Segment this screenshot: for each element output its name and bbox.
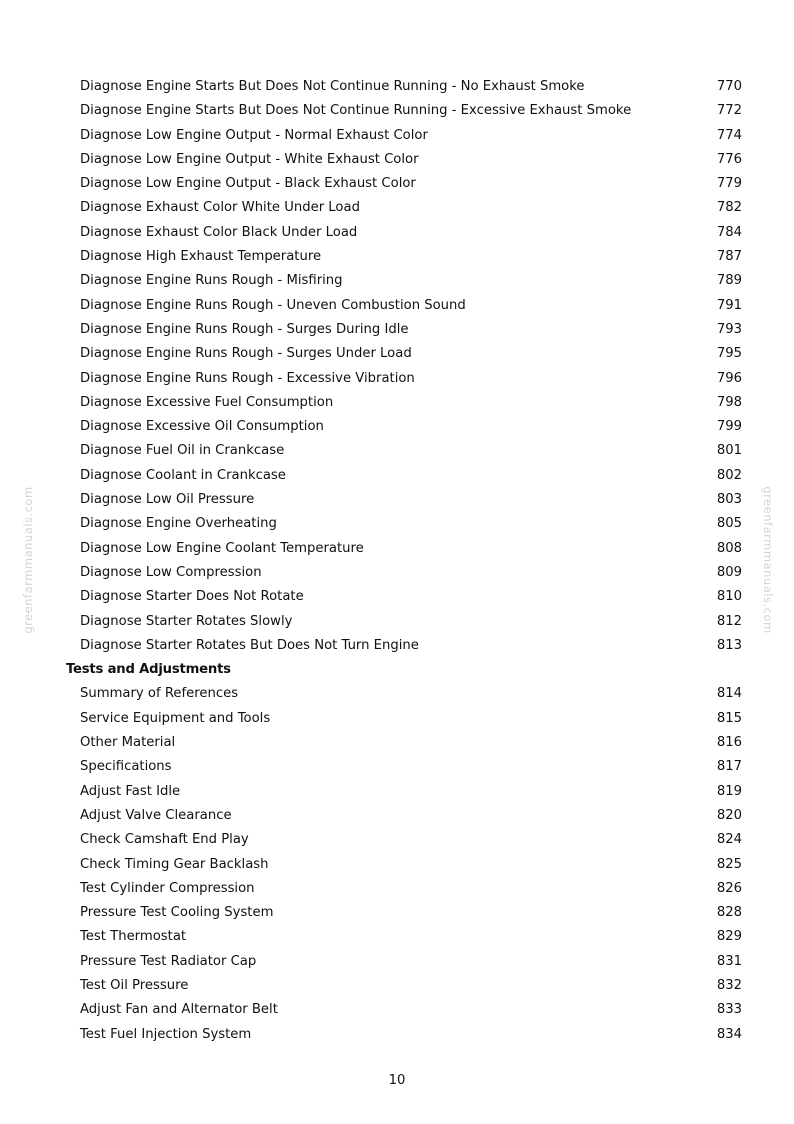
toc-entry-page-number: 795 — [716, 346, 742, 362]
toc-entry-title: Diagnose Coolant in Crankcase — [80, 467, 286, 483]
toc-entry[interactable] — [0, 124, 794, 148]
toc-entry-title: Diagnose Engine Runs Rough - Excessive Vibration — [80, 370, 415, 386]
toc-entry[interactable] — [0, 488, 794, 512]
toc-entry[interactable] — [0, 245, 794, 269]
toc-entry-title: Specifications — [80, 759, 172, 775]
toc-entry-title: Diagnose Fuel Oil in Crankcase — [80, 443, 285, 459]
toc-entry[interactable] — [0, 804, 794, 828]
toc-entry[interactable] — [0, 634, 794, 658]
toc-entry[interactable] — [0, 367, 794, 391]
toc-entry[interactable] — [0, 731, 794, 755]
toc-entry-page-number: 801 — [716, 443, 742, 459]
toc-entry-page-number: 828 — [716, 905, 742, 921]
toc-entry-page-number: 824 — [716, 832, 742, 848]
toc-entry-page-number: 770 — [716, 79, 742, 94]
toc-entry-title: Diagnose Starter Does Not Rotate — [80, 589, 304, 605]
toc-entry-title: Adjust Fast Idle — [80, 783, 181, 799]
toc-entry-title: Test Thermostat — [80, 929, 187, 945]
toc-entry-page-number: 826 — [716, 880, 742, 896]
toc-entry[interactable] — [0, 950, 794, 974]
watermark-right: greenfarmmanuals.com — [761, 486, 775, 634]
toc-entry-title: Diagnose Engine Runs Rough - Uneven Combustion Sound — [80, 297, 466, 313]
toc-entry-page-number: 789 — [716, 273, 742, 289]
toc-entry[interactable] — [0, 1023, 794, 1047]
toc-entry[interactable] — [0, 415, 794, 439]
toc-entry[interactable] — [0, 901, 794, 925]
toc-entry[interactable] — [0, 342, 794, 366]
toc-entry-title: Service Equipment and Tools — [80, 710, 271, 726]
toc-entry-page-number: 805 — [716, 516, 742, 532]
toc-heading-title: Tests and Adjustments — [66, 662, 231, 678]
toc-entry-page-number: 798 — [716, 394, 742, 410]
toc-entry-page-number: 832 — [716, 977, 742, 993]
toc-entry[interactable] — [0, 780, 794, 804]
toc-entry[interactable] — [0, 998, 794, 1022]
toc-entry[interactable] — [0, 221, 794, 245]
toc-entry[interactable] — [0, 585, 794, 609]
toc-entry-page-number: 833 — [716, 1002, 742, 1018]
toc-entry-title: Diagnose Exhaust Color Black Under Load — [80, 224, 358, 240]
toc-entry-title: Diagnose Excessive Oil Consumption — [80, 419, 324, 435]
toc-section-heading — [0, 658, 794, 682]
page-number: 10 — [388, 1073, 406, 1088]
toc-entry[interactable] — [0, 512, 794, 536]
toc-entry-page-number: 810 — [716, 589, 742, 605]
toc-entry[interactable] — [0, 682, 794, 706]
toc-entry-page-number: 819 — [716, 783, 742, 799]
toc-entry-page-number: 782 — [716, 200, 742, 216]
toc-entry-page-number: 813 — [716, 637, 742, 653]
toc-entry-title: Check Timing Gear Backlash — [80, 856, 269, 872]
toc-entry[interactable] — [0, 610, 794, 634]
toc-entry-title: Diagnose Low Oil Pressure — [80, 492, 255, 508]
toc-entry-page-number: 814 — [716, 686, 742, 702]
toc-entry-page-number: 776 — [716, 151, 742, 167]
toc-entry-page-number: 796 — [716, 370, 742, 386]
toc-entry[interactable] — [0, 196, 794, 220]
toc-entry[interactable] — [0, 877, 794, 901]
toc-entry-page-number: 803 — [716, 492, 742, 508]
toc-entry-title: Other Material — [80, 735, 176, 751]
toc-entry[interactable] — [0, 148, 794, 172]
toc-entry-page-number: 787 — [716, 249, 742, 265]
toc-entry-page-number: 831 — [716, 953, 742, 969]
toc-entry[interactable] — [0, 99, 794, 123]
toc-entry[interactable] — [0, 828, 794, 852]
toc-entry-title: Diagnose Low Engine Output - Normal Exhaust Color — [80, 127, 428, 143]
toc-entry-title: Diagnose Starter Rotates Slowly — [80, 613, 293, 629]
toc-entry-title: Diagnose Engine Starts But Does Not Continue Running - Excessive Exhaust Smoke — [80, 103, 632, 119]
toc-entry-page-number: 791 — [716, 297, 742, 313]
toc-entry-page-number: 793 — [716, 321, 742, 337]
toc-entry-title: Diagnose Low Engine Coolant Temperature — [80, 540, 364, 556]
toc-entry-page-number: 815 — [716, 710, 742, 726]
toc-entry[interactable] — [0, 439, 794, 463]
toc-entry-title: Diagnose Engine Runs Rough - Misfiring — [80, 273, 343, 289]
toc-entry[interactable] — [0, 391, 794, 415]
toc-entry-page-number: 808 — [716, 540, 742, 556]
toc-entry-page-number: 774 — [716, 127, 742, 143]
toc-entry-title: Diagnose Engine Runs Rough - Surges Under Load — [80, 346, 412, 362]
toc-entry-page-number: 812 — [716, 613, 742, 629]
toc-entry[interactable] — [0, 269, 794, 293]
toc-entry-page-number: 834 — [716, 1026, 742, 1042]
toc-entry-title: Diagnose Low Engine Output - White Exhaust Color — [80, 151, 419, 167]
toc-entry-page-number: 829 — [716, 929, 742, 945]
toc-entry[interactable] — [0, 464, 794, 488]
toc-entry-title: Diagnose Excessive Fuel Consumption — [80, 394, 334, 410]
toc-entry-title: Adjust Valve Clearance — [80, 807, 232, 823]
toc-entry-title: Diagnose Engine Overheating — [80, 516, 277, 532]
toc-entry-title: Summary of References — [80, 686, 239, 702]
toc-entry[interactable] — [0, 537, 794, 561]
toc-entry-page-number: 817 — [716, 759, 742, 775]
toc-entry-page-number: 820 — [716, 807, 742, 823]
toc-entry-title: Diagnose Exhaust Color White Under Load — [80, 200, 360, 216]
toc-entry-title: Pressure Test Radiator Cap — [80, 953, 257, 969]
toc-entry-title: Test Fuel Injection System — [80, 1026, 252, 1042]
toc-entry-page-number: 799 — [716, 419, 742, 435]
toc-entry-page-number: 772 — [716, 103, 742, 119]
toc-entry-title: Diagnose Engine Runs Rough - Surges During Idle — [80, 321, 409, 337]
toc-entry-page-number: 809 — [716, 564, 742, 580]
toc-entry-title: Adjust Fan and Alternator Belt — [80, 1002, 278, 1018]
toc-entry[interactable] — [0, 294, 794, 318]
table-of-contents — [0, 75, 794, 1047]
toc-entry[interactable] — [0, 75, 794, 99]
toc-entry[interactable] — [0, 853, 794, 877]
toc-entry-title: Test Cylinder Compression — [80, 880, 255, 896]
toc-entry-title: Diagnose High Exhaust Temperature — [80, 249, 322, 265]
toc-entry-title: Check Camshaft End Play — [80, 832, 249, 848]
toc-entry[interactable] — [0, 318, 794, 342]
toc-entry[interactable] — [0, 925, 794, 949]
toc-entry-page-number: 802 — [716, 467, 742, 483]
toc-entry-title: Diagnose Low Engine Output - Black Exhaust Color — [80, 176, 416, 192]
toc-entry-page-number: 779 — [716, 176, 742, 192]
toc-entry[interactable] — [0, 755, 794, 779]
toc-entry[interactable] — [0, 707, 794, 731]
toc-entry-title: Test Oil Pressure — [80, 977, 189, 993]
toc-entry-title: Pressure Test Cooling System — [80, 905, 274, 921]
toc-entry-page-number: 784 — [716, 224, 742, 240]
toc-entry-title: Diagnose Low Compression — [80, 564, 262, 580]
toc-entry[interactable] — [0, 172, 794, 196]
toc-entry-page-number: 825 — [716, 856, 742, 872]
watermark-left: greenfarmmanuals.com — [21, 486, 35, 634]
toc-entry-title: Diagnose Engine Starts But Does Not Continue Running - No Exhaust Smoke — [80, 79, 585, 94]
toc-entry-page-number: 816 — [716, 735, 742, 751]
toc-entry[interactable] — [0, 974, 794, 998]
toc-entry-title: Diagnose Starter Rotates But Does Not Turn Engine — [80, 637, 419, 653]
toc-entry[interactable] — [0, 561, 794, 585]
